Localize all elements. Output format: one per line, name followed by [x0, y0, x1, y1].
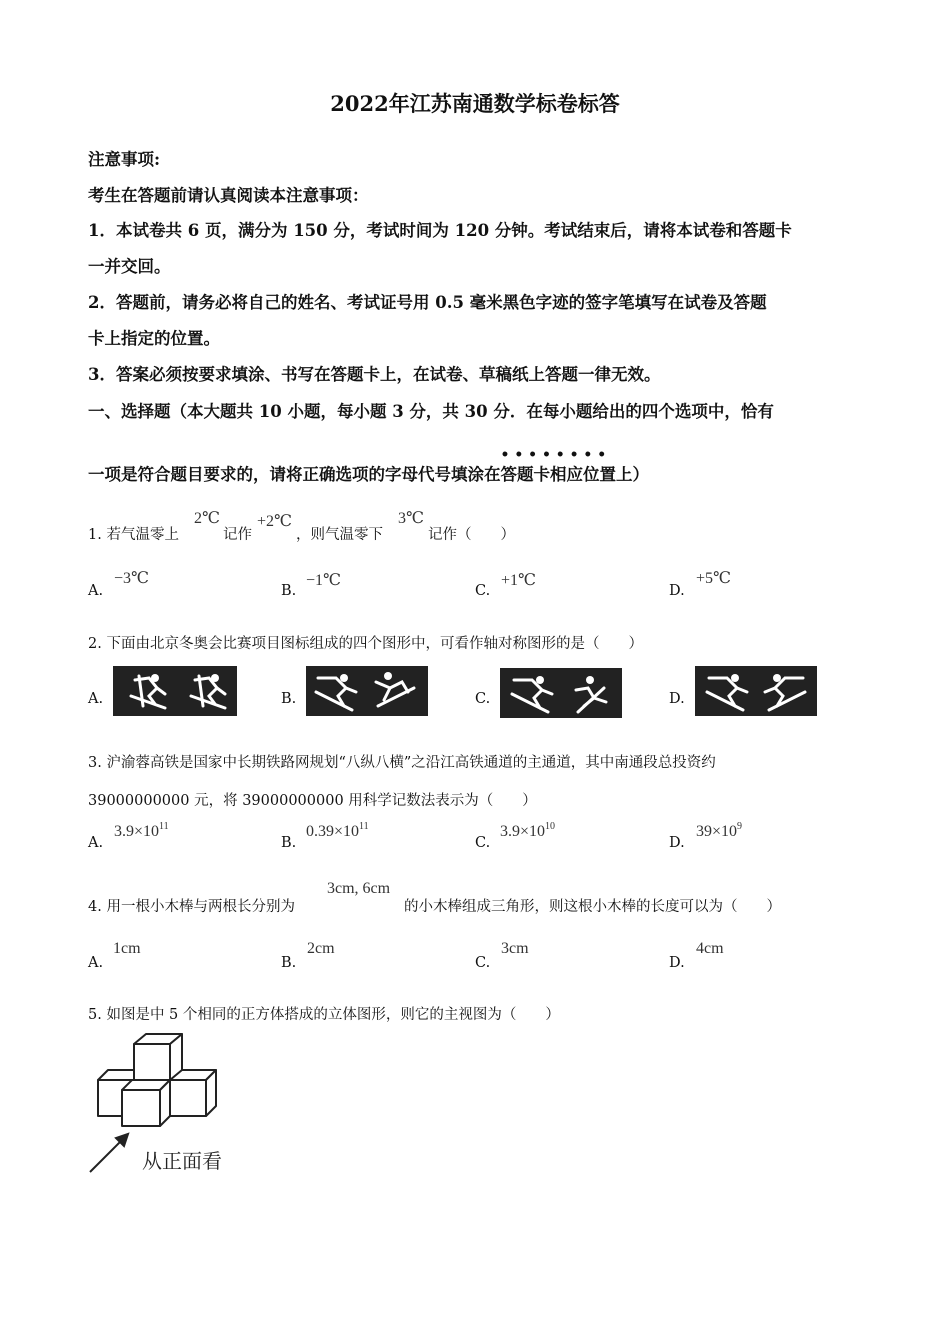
skier-mirrored-icon: [765, 674, 805, 710]
skier-icon: [707, 674, 747, 710]
skater-icon: [576, 676, 606, 712]
snowboarder-icon: [376, 672, 414, 706]
q4-option-d-value[interactable]: 4cm: [696, 940, 724, 957]
cube-top: [134, 1034, 182, 1080]
q3-option-a-base: 3.9×10: [114, 823, 160, 840]
question-5-text: 5. 如图是中 5 个相同的正方体搭成的立体图形，则它的主视图为（ ）: [88, 1007, 560, 1023]
q4-option-b-value[interactable]: 2cm: [307, 940, 335, 957]
q3-option-c-exponent: 10: [545, 821, 556, 832]
q2-option-d-figure[interactable]: [695, 666, 817, 716]
question-1-math-3: 3℃: [398, 510, 424, 527]
q3-option-b-base: 0.39×10: [306, 823, 360, 840]
q1-option-a-label[interactable]: A.: [88, 583, 104, 599]
q1-option-c-label[interactable]: C.: [475, 583, 491, 599]
question-4-part-1: 4. 用一根小木棒与两根长分别为: [88, 899, 295, 915]
q3-option-b-value[interactable]: [306, 823, 369, 841]
section-1-line-2: [88, 447, 649, 485]
answer-card-emphasis: [500, 447, 633, 485]
question-1-part-3: ，则气温零下: [296, 527, 383, 543]
q3-option-d-label[interactable]: D.: [669, 835, 685, 851]
q1-option-b-value[interactable]: −1℃: [306, 572, 341, 589]
question-3-line-2: 39000000000 元，将 39000000000 用科学记数法表示为（ ）: [88, 793, 537, 809]
question-1-part-1: 1. 若气温零上: [88, 527, 179, 543]
question-2-text: 2. 下面由北京冬奥会比赛项目图标组成的四个图形中，可看作轴对称图形的是（ ）: [88, 636, 643, 652]
question-1-part-2: 记作: [223, 527, 252, 543]
q3-option-d-base: 39×10: [696, 823, 738, 840]
view-direction-arrow-icon: [90, 1134, 128, 1172]
q2-option-c-figure[interactable]: [500, 668, 622, 718]
question-1-math-2: +2℃: [257, 513, 292, 530]
notice-heading: 注意事项:: [88, 150, 161, 169]
q2-option-b-label[interactable]: B.: [281, 691, 297, 707]
q4-option-d-label[interactable]: D.: [669, 955, 685, 971]
cube-front: [122, 1080, 170, 1126]
q3-option-d-exponent: 9: [737, 821, 743, 832]
question-1-part-4: 记作（ ）: [428, 527, 515, 543]
question-4-part-2: 的小木棒组成三角形，则这根小木棒的长度可以为（ ）: [404, 899, 781, 915]
q3-option-a-label[interactable]: A.: [88, 835, 104, 851]
q3-option-a-value[interactable]: [114, 823, 169, 841]
section-1-line-1: 一、选择题（本大题共 10 小题，每小题 3 分，共 30 分．在每小题给出的四个选项中，恰有: [88, 402, 774, 421]
skier-icon: [512, 676, 552, 712]
q2-option-d-label[interactable]: D.: [669, 691, 685, 707]
notice-item-1-line-1: 1．本试卷共 6 页，满分为 150 分，考试时间为 120 分钟。考试结束后，请将本试卷和答题卡: [88, 221, 792, 240]
section-1-line-2-post: ）: [632, 465, 649, 484]
q2-option-a-figure[interactable]: [113, 666, 237, 716]
q1-option-b-label[interactable]: B.: [281, 583, 297, 599]
figure-caption: 从正面看: [142, 1149, 222, 1173]
question-4-math: 3cm, 6cm: [327, 880, 391, 897]
q4-option-c-label[interactable]: C.: [475, 955, 491, 971]
q2-option-a-label[interactable]: A.: [88, 691, 104, 707]
q3-option-b-exponent: 11: [359, 821, 369, 832]
q3-option-c-value[interactable]: [500, 823, 555, 841]
answer-card-position-text: 答题卡相应位置上: [500, 465, 633, 484]
notice-item-2-line-2: 卡上指定的位置。: [88, 329, 220, 348]
skier-icon: [316, 674, 356, 710]
q1-option-d-label[interactable]: D.: [669, 583, 685, 599]
question-1-math-1: 2℃: [194, 510, 220, 527]
skier-icon: [131, 674, 165, 708]
section-1-line-2-pre: 一项是符合题目要求的，请将正确选项的字母代号填涂在: [88, 465, 501, 484]
q1-option-d-value[interactable]: +5℃: [696, 570, 731, 587]
question-3-line-1: 3. 沪渝蓉高铁是国家中长期铁路网规划“八纵八横”之沿江高铁通道的主通道，其中南通段总投资约: [88, 755, 716, 771]
q3-option-b-label[interactable]: B.: [281, 835, 297, 851]
notice-intro: 考生在答题前请认真阅读本注意事项：: [88, 186, 369, 205]
q3-option-c-label[interactable]: C.: [475, 835, 491, 851]
page-title: 2022年江苏南通数学标卷标答: [330, 91, 620, 116]
q4-option-a-value[interactable]: 1cm: [113, 940, 141, 957]
skier-icon: [191, 674, 225, 708]
q3-option-a-exponent: 11: [159, 821, 169, 832]
q4-option-c-value[interactable]: 3cm: [501, 940, 529, 957]
emphasis-dots: • • • • • • • •: [500, 447, 607, 463]
q4-option-b-label[interactable]: B.: [281, 955, 297, 971]
q4-option-a-label[interactable]: A.: [88, 955, 104, 971]
q1-option-c-value[interactable]: +1℃: [501, 572, 536, 589]
q2-option-b-figure[interactable]: [306, 666, 428, 716]
notice-item-1-line-2: 一并交回。: [88, 257, 171, 276]
q1-option-a-value[interactable]: −3℃: [114, 570, 149, 587]
notice-item-3: 3．答案必须按要求填涂、书写在答题卡上，在试卷、草稿纸上答题一律无效。: [88, 365, 661, 384]
q3-option-c-base: 3.9×10: [500, 823, 546, 840]
q3-option-d-value[interactable]: [696, 823, 742, 841]
notice-item-2-line-1: 2．答题前，请务必将自己的姓名、考试证号用 0.5 毫米黑色字迹的签字笔填写在试卷及答题: [88, 293, 767, 312]
q2-option-c-label[interactable]: C.: [475, 691, 491, 707]
